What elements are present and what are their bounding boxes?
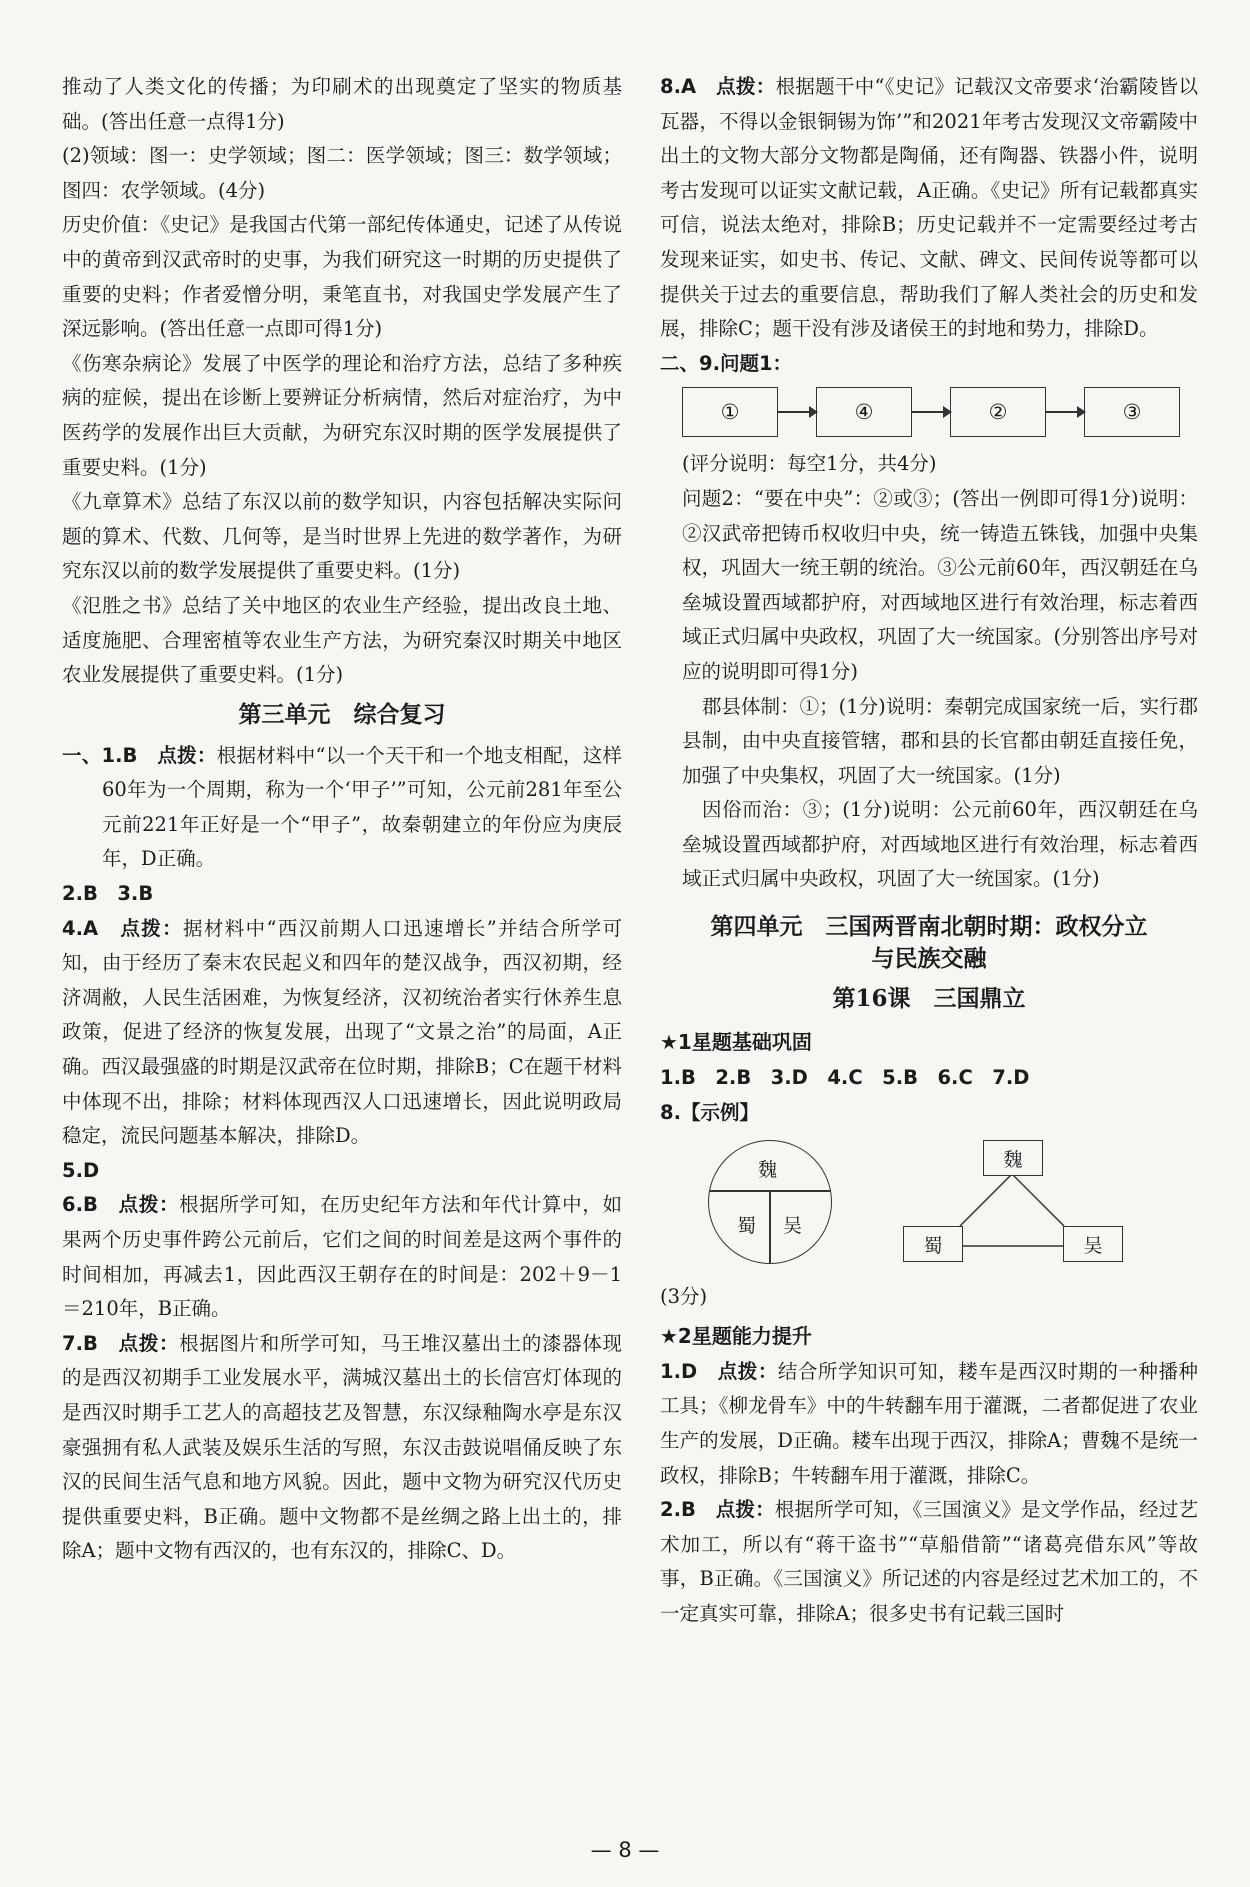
answer-text: 根据所学可知，《三国演义》是文学作品，经过艺术加工，所以有“蒋干盗书”“草船借箭”“诸葛亮借东风”等故事，B正确。《三国演义》所记述的内容是经过艺术加工的，不一定真实可靠，排除A；很多史书有记载三国时 [660,1498,1198,1625]
answer-number: 一、1.B [62,743,138,767]
paragraph: 问题2：“要在中央”：②或③；(答出一例即可得1分)说明：②汉武帝把铸币权收归中央，统一铸造五铢钱，加强中央集权，巩固大一统王朝的统治。③公元前60年，西汉朝廷在乌垒城设置西域都护府，对西域地区进行有效治理，标志着西域正式归属中央政权，巩固了大一统国家。(分别答出序号对应的说明即可得1分) [682,486,1198,683]
answer-item: 5.D [62,1158,100,1182]
arrow-icon [1046,411,1084,413]
sequence-flowchart [682,387,1198,437]
answer-text: 根据题干中“《史记》记载汉文帝要求‘治霸陵皆以瓦器，不得以金银铜锡为饰’”和2021年考古发现汉文帝霸陵中出土的文物大部分文物都是陶俑，还有陶器、铁器小件，说明考古发现可以证实文献记载，A正确。《史记》所有记载都真实可信，说法太绝对，排除B；历史记载并不一定需要经过考古发现来证实，如史书、传记、文献、碑文、民间传说等都可以提供关于过去的重要信息，帮助我们了解人类社会的历史和发展，排除C；题干没有涉及诸侯王的封地和势力，排除D。 [660,75,1198,341]
answer-item [62,1327,622,1569]
hint-tag: 点拨： [118,1193,180,1217]
arrow-icon [778,411,816,413]
answer-text: 据材料中“西汉前期人口迅速增长”并结合所学可知，由于经历了秦末农民起义和四年的楚汉战争，西汉初期，经济凋敝，人民生活困难，为恢复经济，汉初统治者实行休养生息政策，促进了经济的恢复发展，出现了“文景之治”的局面，A正确。西汉最强盛的时期是汉武帝在位时期，排除B；C在题干材料中体现不出，排除；材料体现西汉人口迅速增长，因此说明政局稳定，流民问题基本解决，排除D。 [62,916,622,1148]
answer-number: 6.B [62,1193,98,1217]
answer-item [660,1355,1198,1493]
three-kingdoms-diagrams [660,1140,1198,1280]
paragraph: 历史价值：《史记》是我国古代第一部纪传体通史，记述了从传说中的黄帝到汉武帝时的史事，为我们研究这一时期的历史提供了重要的史料；作者爱憎分明，秉笔直书，对我国史学发展产生了深远影响。(答出任意一点即可得1分) [62,213,622,341]
answer-number: 1.D [660,1359,698,1383]
paragraph: 《氾胜之书》总结了关中地区的农业生产经验，提出改良土地、适度施肥、合理密植等农业生产方法，为研究秦汉时期关中地区农业发展提供了重要史料。(1分) [62,593,622,687]
scoring-note: (评分说明：每空1分，共4分) [682,452,937,476]
section-heading: ★1星题基础巩固 [660,1030,812,1055]
paragraph: (2)领域：图一：史学领域；图二：医学领域；图三：数学领域；图四：农学领域。(4分) [62,144,622,202]
hint-tag: 点拨： [716,75,776,98]
answer-item [660,1493,1198,1631]
answer-number: 2.B [660,1498,696,1522]
unit-title: 第四单元 三国两晋南北朝时期：政权分立 [710,914,1148,941]
answer-list: 1.B 2.B 3.D 4.C 5.B 6.C 7.D [660,1066,1030,1090]
section-heading: ★2星题能力提升 [660,1323,812,1348]
answer-text: 根据图片和所学可知，马王堆汉墓出土的漆器体现的是西汉初期手工业发展水平，满城汉墓出土的长信宫灯体现的是西汉时期手工艺人的高超技艺及智慧，东汉绿釉陶水亭是东汉豪强拥有私人武装及娱乐生活的写照，东汉击鼓说唱俑反映了东汉的民间生活气息和地方风貌。因此，题中文物为研究汉代历史提供重要史料，B正确。题中文物都不是丝绸之路上出土的，排除A；题中文物有西汉的，也有东汉的，排除C、D。 [62,1331,622,1563]
paragraph: 推动了人类文化的传播；为印刷术的出现奠定了坚实的物质基础。(答出任意一点得1分) [62,75,622,133]
box-wei: 魏 [983,1140,1043,1176]
hint-tag: 点拨： [118,1331,180,1355]
answer-item [660,70,1198,347]
answer-text: 结合所学知识可知，耧车是西汉时期的一种播种工具；《柳龙骨车》中的牛转翻车用于灌溉，二者都促进了农业生产的发展，D正确。耧车出现于西汉，排除A；曹魏不是统一政权，排除B；牛转翻车用于灌溉，排除C。 [660,1359,1198,1487]
hint-tag: 点拨： [715,1498,775,1522]
left-column [62,70,622,1569]
answer-text: 根据所学可知，在历史纪年方法和年代计算中，如果两个历史事件跨公元前后，它们之间的时间差是这两个事件的时间相加，再减去1，因此西汉王朝存在的时间是：202＋9－1＝210年，B正确。 [62,1193,622,1321]
label-wu: 吴 [783,1215,803,1238]
unit-title: 第三单元 综合复习 [238,701,446,728]
right-column [660,70,1198,1632]
answer-item [62,739,622,877]
answer-text: 根据材料中“以一个天干和一个地支相配，这样60年为一个周期，称为一个‘甲子’”可知，公元前281年至公元前221年正好是一个“甲子”，故秦朝建立的年份应为庚辰年，D正确。 [102,743,622,871]
answer-item: 2.B 3.B [62,882,154,906]
answer-number: 8.A [660,75,697,98]
flow-box: ③ [1084,387,1180,437]
answer-item [62,912,622,1154]
paragraph: 《九章算术》总结了东汉以前的数学知识，内容包括解决实际问题的算术、代数、几何等，是当时世界上先进的数学著作，为研究东汉以前的数学发展提供了重要史料。(1分) [62,490,622,583]
answer-item: 8.【示例】 [660,1100,759,1124]
page-number: — 8 — [590,1838,660,1862]
flow-box: ① [682,387,778,437]
answer-number: 4.A [62,916,99,940]
hint-tag: 点拨： [157,743,217,767]
flow-box: ④ [816,387,912,437]
hint-tag: 点拨： [717,1359,778,1383]
hint-tag: 点拨： [120,916,183,940]
box-wu: 吴 [1063,1226,1123,1262]
unit-title-cont: 与民族交融 [871,946,987,973]
flow-box: ② [950,387,1046,437]
paragraph: 郡县体制：①；(1分)说明：秦朝完成国家统一后，实行郡县制，由中央直接管辖，郡和县的长官都由朝廷直接任免，加强了中央集权，巩固了大一统国家。(1分) [682,694,1198,787]
answer-item [62,1188,622,1326]
circle-diagram [708,1140,832,1264]
question-heading: 二、9.问题1： [660,351,793,375]
box-shu: 蜀 [903,1226,963,1262]
lesson-title: 第16课 三国鼎立 [832,985,1026,1013]
arrow-icon [912,411,950,413]
label-wei: 魏 [758,1159,778,1182]
paragraph: 《伤寒杂病论》发展了中医学的理论和治疗方法，总结了多种疾病的症候，提出在诊断上要辨证分析病情，然后对症治疗，为中医药学的发展作出巨大贡献，为研究东汉时期的医学发展提供了重要史料。(1分) [62,351,622,479]
label-shu: 蜀 [737,1215,757,1238]
answer-number: 7.B [62,1331,98,1355]
paragraph: 因俗而治：③；(1分)说明：公元前60年，西汉朝廷在乌垒城设置西域都护府，对西域地区进行有效治理，标志着西域正式归属中央政权，巩固了大一统国家。(1分) [682,798,1198,891]
scoring-note: (3分) [660,1285,708,1309]
